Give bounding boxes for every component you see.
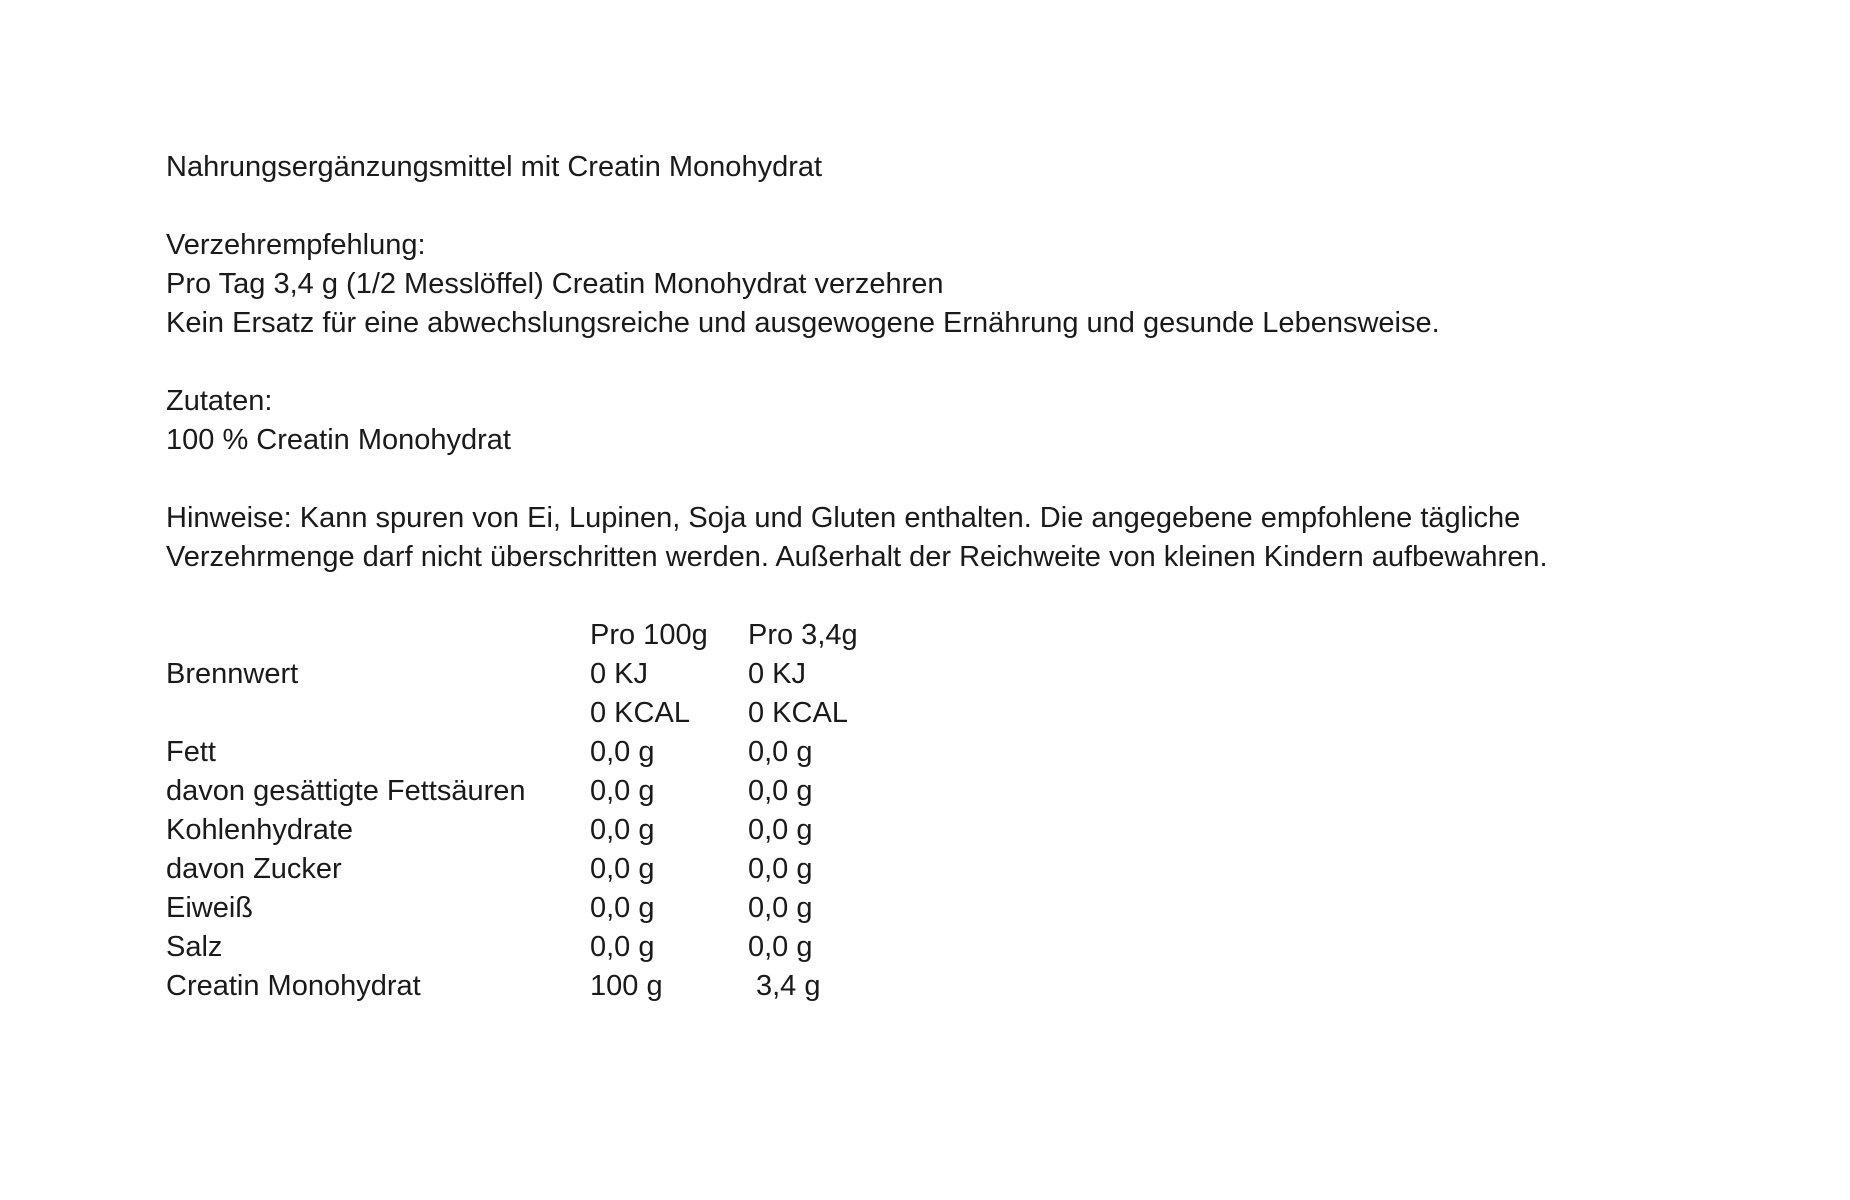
recommendation-heading: Verzehrempfehlung: <box>166 229 426 261</box>
nutrient-name: Fett <box>166 736 216 768</box>
nutrient-per34: 0,0 g <box>748 853 813 885</box>
nutrient-per100: 0 KJ <box>590 658 649 690</box>
table-row <box>166 811 896 850</box>
product-info-document <box>166 148 1766 1006</box>
spacer <box>166 577 1766 616</box>
nutrient-name: Eiweiß <box>166 892 254 924</box>
table-row <box>166 928 896 967</box>
nutrient-per100: 100 g <box>590 970 663 1002</box>
ingredients-text: 100 % Creatin Monohydrat <box>166 424 511 456</box>
nutrient-per100: 0,0 g <box>590 853 655 885</box>
nutrient-name: Kohlenhydrate <box>166 814 354 846</box>
nutrition-header-name <box>166 616 590 655</box>
nutrient-per34: 3,4 g <box>756 970 821 1002</box>
nutrition-table <box>166 616 896 1006</box>
nutrient-name: davon gesättigte Fettsäuren <box>166 775 526 807</box>
table-row <box>166 967 896 1006</box>
table-row <box>166 733 896 772</box>
nutrient-per34: 0,0 g <box>748 775 813 807</box>
nutrient-per100: 0,0 g <box>590 892 655 924</box>
nutrient-name <box>166 694 590 733</box>
recommendation-disclaimer: Kein Ersatz für eine abwechslungsreiche und ausgewogene Ernährung und gesunde Lebensweise. <box>166 307 1440 339</box>
nutrition-header-per34: Pro 3,4g <box>748 619 858 651</box>
nutrient-name: davon Zucker <box>166 853 342 885</box>
nutrient-per100: 0,0 g <box>590 931 655 963</box>
table-row <box>166 694 896 733</box>
nutrient-name: Brennwert <box>166 658 299 690</box>
nutrient-per34: 0 KJ <box>748 658 807 690</box>
nutrient-per100: 0,0 g <box>590 775 655 807</box>
notes-line-1: Hinweise: Kann spuren von Ei, Lupinen, Soja und Gluten enthalten. Die angegebene empfohlene tägliche <box>166 502 1521 534</box>
table-row <box>166 772 896 811</box>
nutrient-per34: 0 KCAL <box>748 697 848 729</box>
nutrient-per34: 0,0 g <box>748 814 813 846</box>
notes-line-2: Verzehrmenge darf nicht überschritten werden. Außerhalt der Reichweite von kleinen Kindern aufbewahren. <box>166 541 1548 573</box>
nutrient-per34: 0,0 g <box>748 892 813 924</box>
spacer <box>166 187 1766 226</box>
nutrient-per34: 0,0 g <box>748 931 813 963</box>
table-row <box>166 889 896 928</box>
nutrient-per100: 0,0 g <box>590 814 655 846</box>
ingredients-heading: Zutaten: <box>166 385 273 417</box>
nutrient-per100: 0,0 g <box>590 736 655 768</box>
nutrient-name: Creatin Monohydrat <box>166 970 421 1002</box>
spacer <box>166 460 1766 499</box>
nutrient-per34: 0,0 g <box>748 736 813 768</box>
nutrient-name: Salz <box>166 931 223 963</box>
recommendation-dosage: Pro Tag 3,4 g (1/2 Messlöffel) Creatin Monohydrat verzehren <box>166 268 944 300</box>
document-title: Nahrungsergänzungsmittel mit Creatin Monohydrat <box>166 151 823 183</box>
table-row <box>166 850 896 889</box>
spacer <box>166 343 1766 382</box>
nutrition-header-row <box>166 616 896 655</box>
nutrition-header-per100: Pro 100g <box>590 619 708 651</box>
table-row <box>166 655 896 694</box>
nutrient-per100: 0 KCAL <box>590 697 690 729</box>
